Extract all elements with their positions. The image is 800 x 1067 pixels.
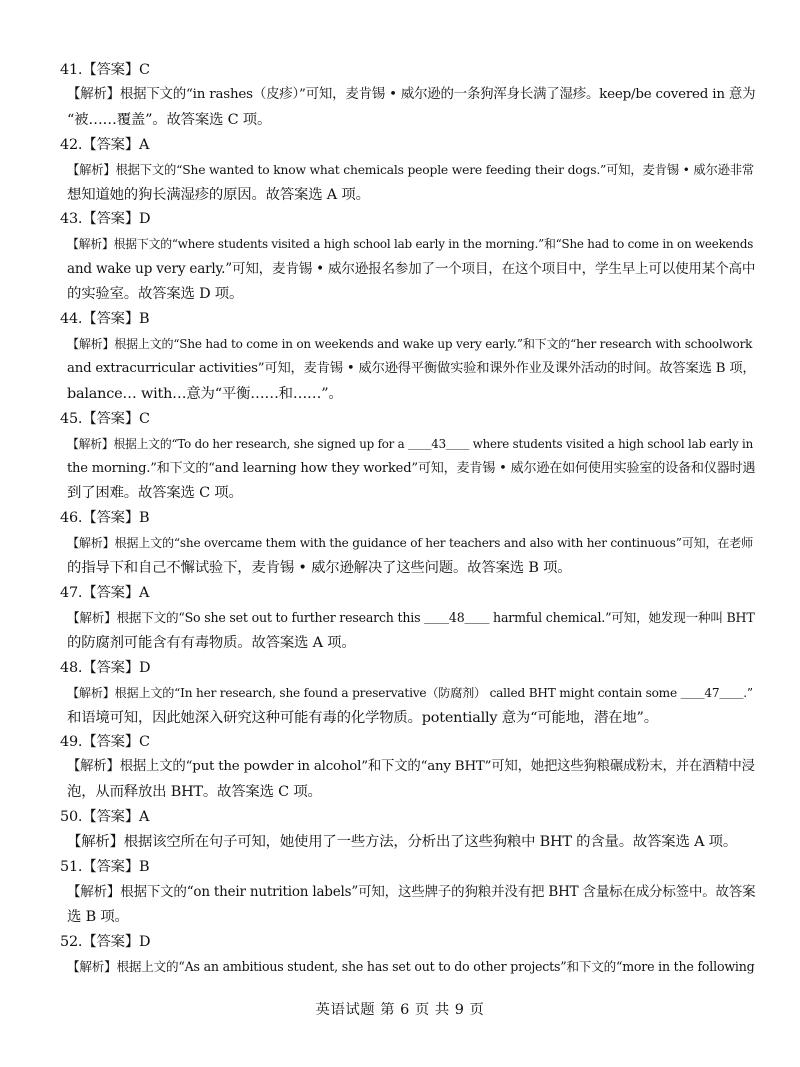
analysis-line: 的指导下和自己不懈试验下，麦肯锡 • 威尔逊解决了这些问题。故答案选 B 项。 [67, 560, 572, 577]
answer-entries [54, 58, 760, 980]
analysis-line: 【解析】根据下文的“So she set out to further research this ＿＿48＿＿ harmful chemical.”可知，她发现一种叫 BHT [67, 609, 755, 625]
analysis-line: and extracurricular activities”可知，麦肯锡 • 威尔逊得平衡做实验和课外作业及课外活动的时间。故答案选 B 项， [67, 360, 756, 376]
analysis-line: 【解析】根据上文的“To do her research, she signed up for a ＿＿43＿＿ where students visited a high school lab early in [67, 436, 754, 451]
analysis-line: 的实验室。故答案选 D 项。 [67, 286, 244, 303]
page-footer: 英语试题 第 6 页 共 9 页 [315, 1002, 485, 1018]
analysis-line: 【解析】根据上文的“As an ambitious student, she has set out to do other projects”和下文的“more in the following [67, 958, 755, 974]
answer-line: 48.【答案】D [60, 659, 151, 676]
analysis-line: 想知道她的狗长满湿疹的原因。故答案选 A 项。 [67, 186, 370, 203]
answer-line: 47.【答案】A [60, 585, 150, 602]
analysis-block [54, 83, 760, 133]
analysis-block [54, 332, 760, 407]
analysis-line: 和语境可知，因此她深入研究这种可能有毒的化学物质。potentially 意为“可能地，潜在地”。 [67, 709, 658, 726]
analysis-line: 【解析】根据上文的“put the powder in alcohol”和下文的“any BHT”可知，她把这些狗粮碾成粉末，并在酒精中浸 [67, 759, 755, 775]
analysis-block [54, 232, 760, 307]
answer-line: 45.【答案】C [60, 410, 150, 427]
entry-50 [54, 805, 760, 855]
analysis-block [54, 955, 760, 980]
analysis-block [54, 606, 760, 656]
entry-41 [54, 58, 760, 133]
analysis-line: and wake up very early.”可知，麦肯锡 • 威尔逊报名参加了一个项目，在这个项目中，学生早上可以使用某个高中 [67, 261, 756, 278]
answer-line: 52.【答案】D [60, 933, 151, 950]
analysis-line: 到了困难。故答案选 C 项。 [67, 485, 243, 502]
analysis-line: 【解析】根据上文的“She had to come in on weekends and wake up very early.”和下文的“her research with schoolwork [67, 336, 753, 351]
entry-52 [54, 930, 760, 980]
analysis-block [54, 681, 760, 731]
entry-47 [54, 581, 760, 656]
answer-line: 51.【答案】B [60, 859, 150, 875]
answer-line: 42.【答案】A [60, 136, 150, 153]
analysis-line: 泡，从而释放出 BHT。故答案选 C 项。 [67, 784, 322, 801]
analysis-block [54, 880, 760, 930]
analysis-line: 选 B 项。 [67, 908, 129, 925]
analysis-line: 【解析】根据下文的“where students visited a high school lab early in the morning.”和“She had to come in on weekends [67, 237, 754, 252]
entry-48 [54, 656, 760, 731]
entry-45 [54, 407, 760, 507]
analysis-block [54, 755, 760, 805]
analysis-line: 【解析】根据上文的“she overcame them with the guidance of her teachers and also with her continuous”可知，在老师 [67, 536, 754, 551]
answer-line: 43.【答案】D [60, 211, 151, 228]
analysis-block [54, 531, 760, 581]
analysis-line: balance… with…意为“平衡……和……”。 [67, 385, 343, 402]
analysis-line: 【解析】根据下文的“in rashes（皮疹）”可知，麦肯锡 • 威尔逊的一条狗浑身长满了湿疹。keep/be covered in 意为 [67, 86, 756, 102]
analysis-line: 【解析】根据上文的“In her research, she found a preservative（防腐剂） called BHT might contain some ＿＿47＿＿.” [67, 685, 753, 700]
answer-line: 49.【答案】C [60, 734, 150, 751]
analysis-line: 【解析】根据下文的“on their nutrition labels”可知，这些牌子的狗粮并没有把 BHT 含量标在成分标签中。故答案 [67, 883, 756, 900]
entry-49 [54, 730, 760, 805]
answer-line: 46.【答案】B [60, 510, 150, 527]
analysis-line: the morning.”和下文的“and learning how they worked”可知，麦肯锡 • 威尔逊在如何使用实验室的设备和仪器时遇 [67, 460, 756, 476]
entry-51 [54, 855, 760, 930]
entry-46 [54, 506, 760, 581]
analysis-line: 【解析】根据下文的“She wanted to know what chemicals people were feeding their dogs.”可知，麦肯锡 • 威尔逊非常 [67, 162, 755, 177]
analysis-block [54, 158, 760, 208]
analysis-line: 【解析】根据该空所在句子可知，她使用了一些方法，分析出了这些狗粮中 BHT 的含量。故答案选 A 项。 [67, 834, 738, 851]
analysis-line: “被……覆盖”。故答案选 C 项。 [67, 111, 272, 128]
entry-44 [54, 307, 760, 407]
entry-43 [54, 207, 760, 307]
analysis-line: 的防腐剂可能含有有毒物质。故答案选 A 项。 [67, 634, 356, 651]
entry-42 [54, 133, 760, 208]
answer-line: 50.【答案】A [60, 809, 150, 826]
answer-line: 41.【答案】C [60, 62, 150, 78]
analysis-block [54, 830, 760, 855]
answer-line: 44.【答案】B [60, 311, 150, 328]
analysis-block [54, 432, 760, 507]
